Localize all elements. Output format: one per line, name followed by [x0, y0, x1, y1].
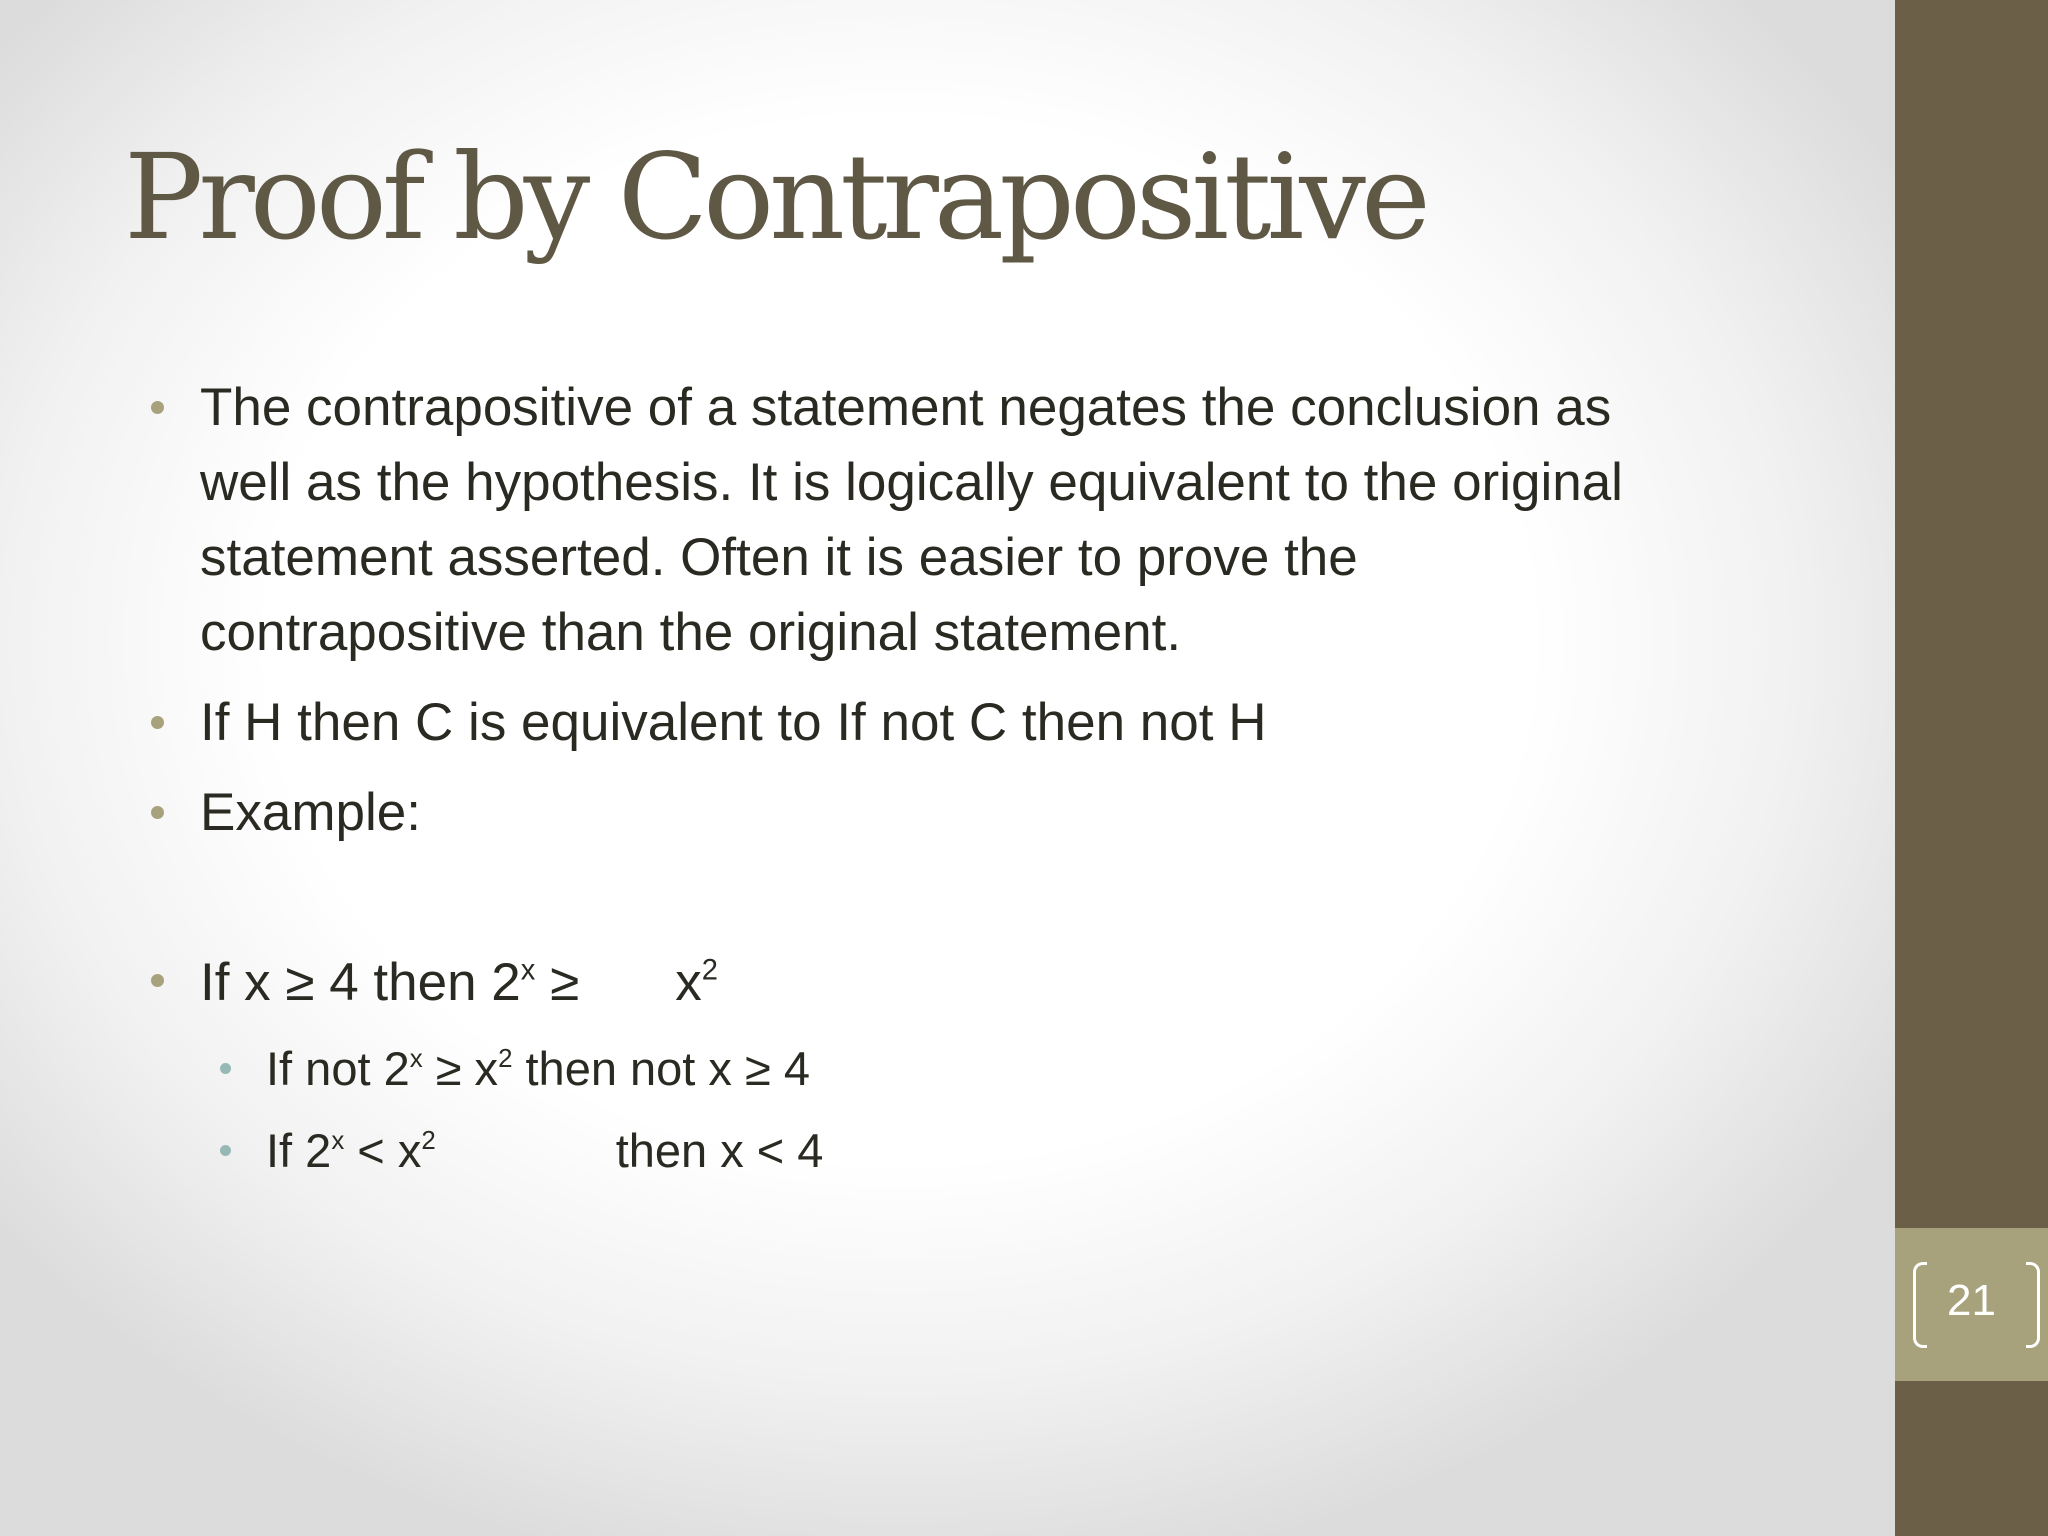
- sub-bullet-dot: [220, 1145, 231, 1156]
- sub-bullet-1-exponent-2: 2: [498, 1044, 513, 1073]
- sub-bullet-2-exponent-2: 2: [421, 1126, 436, 1155]
- sub-bullet-1-exponent: x: [409, 1044, 423, 1073]
- sub-bullet-1: [266, 1031, 810, 1107]
- slide-title: Proof by Contrapositive: [124, 128, 1426, 266]
- bullet-4-prefix: If x ≥ 4 then 2: [200, 953, 521, 1012]
- sub-bullet-1-relation: ≥ x: [422, 1042, 499, 1095]
- bullet-4-relation: ≥: [535, 953, 580, 1012]
- sub-bullet-dot: [220, 1063, 231, 1074]
- bullet-dot: [151, 716, 164, 729]
- sub-bullet-2-exponent: x: [331, 1126, 345, 1155]
- bullet-dot: [151, 401, 164, 414]
- bullet-1-line-4: contrapositive than the original statement.: [200, 603, 1182, 662]
- sub-bullet-1-prefix: If not 2: [266, 1042, 410, 1095]
- bullet-4: [200, 945, 718, 1021]
- sub-bullet-2-relation: < x: [344, 1124, 422, 1177]
- sub-bullet-1-suffix: then not x ≥ 4: [512, 1042, 810, 1095]
- bullet-dot: [151, 806, 164, 819]
- bullet-dot: [151, 974, 164, 987]
- bullet-1-line-1: The contrapositive of a statement negates the conclusion as: [200, 378, 1612, 437]
- sub-bullet-2: [266, 1113, 823, 1189]
- bullet-4-exponent: x: [520, 954, 536, 987]
- slide-number: 21: [1947, 1276, 1996, 1325]
- bullet-1-line-3: statement asserted. Often it is easier to prove the: [200, 528, 1358, 587]
- bullet-4-exponent-2: 2: [701, 954, 718, 987]
- slide-number-block: [1895, 1228, 2048, 1381]
- sub-bullet-2-suffix: then x < 4: [615, 1124, 824, 1177]
- sub-bullet-2-prefix: If 2: [266, 1124, 332, 1177]
- bullet-1-line-2: well as the hypothesis. It is logically equivalent to the original: [200, 453, 1623, 512]
- bullet-3: Example:: [200, 783, 421, 842]
- bullet-4-base: x: [675, 953, 702, 1012]
- bullet-2: If H then C is equivalent to If not C then not H: [200, 693, 1267, 752]
